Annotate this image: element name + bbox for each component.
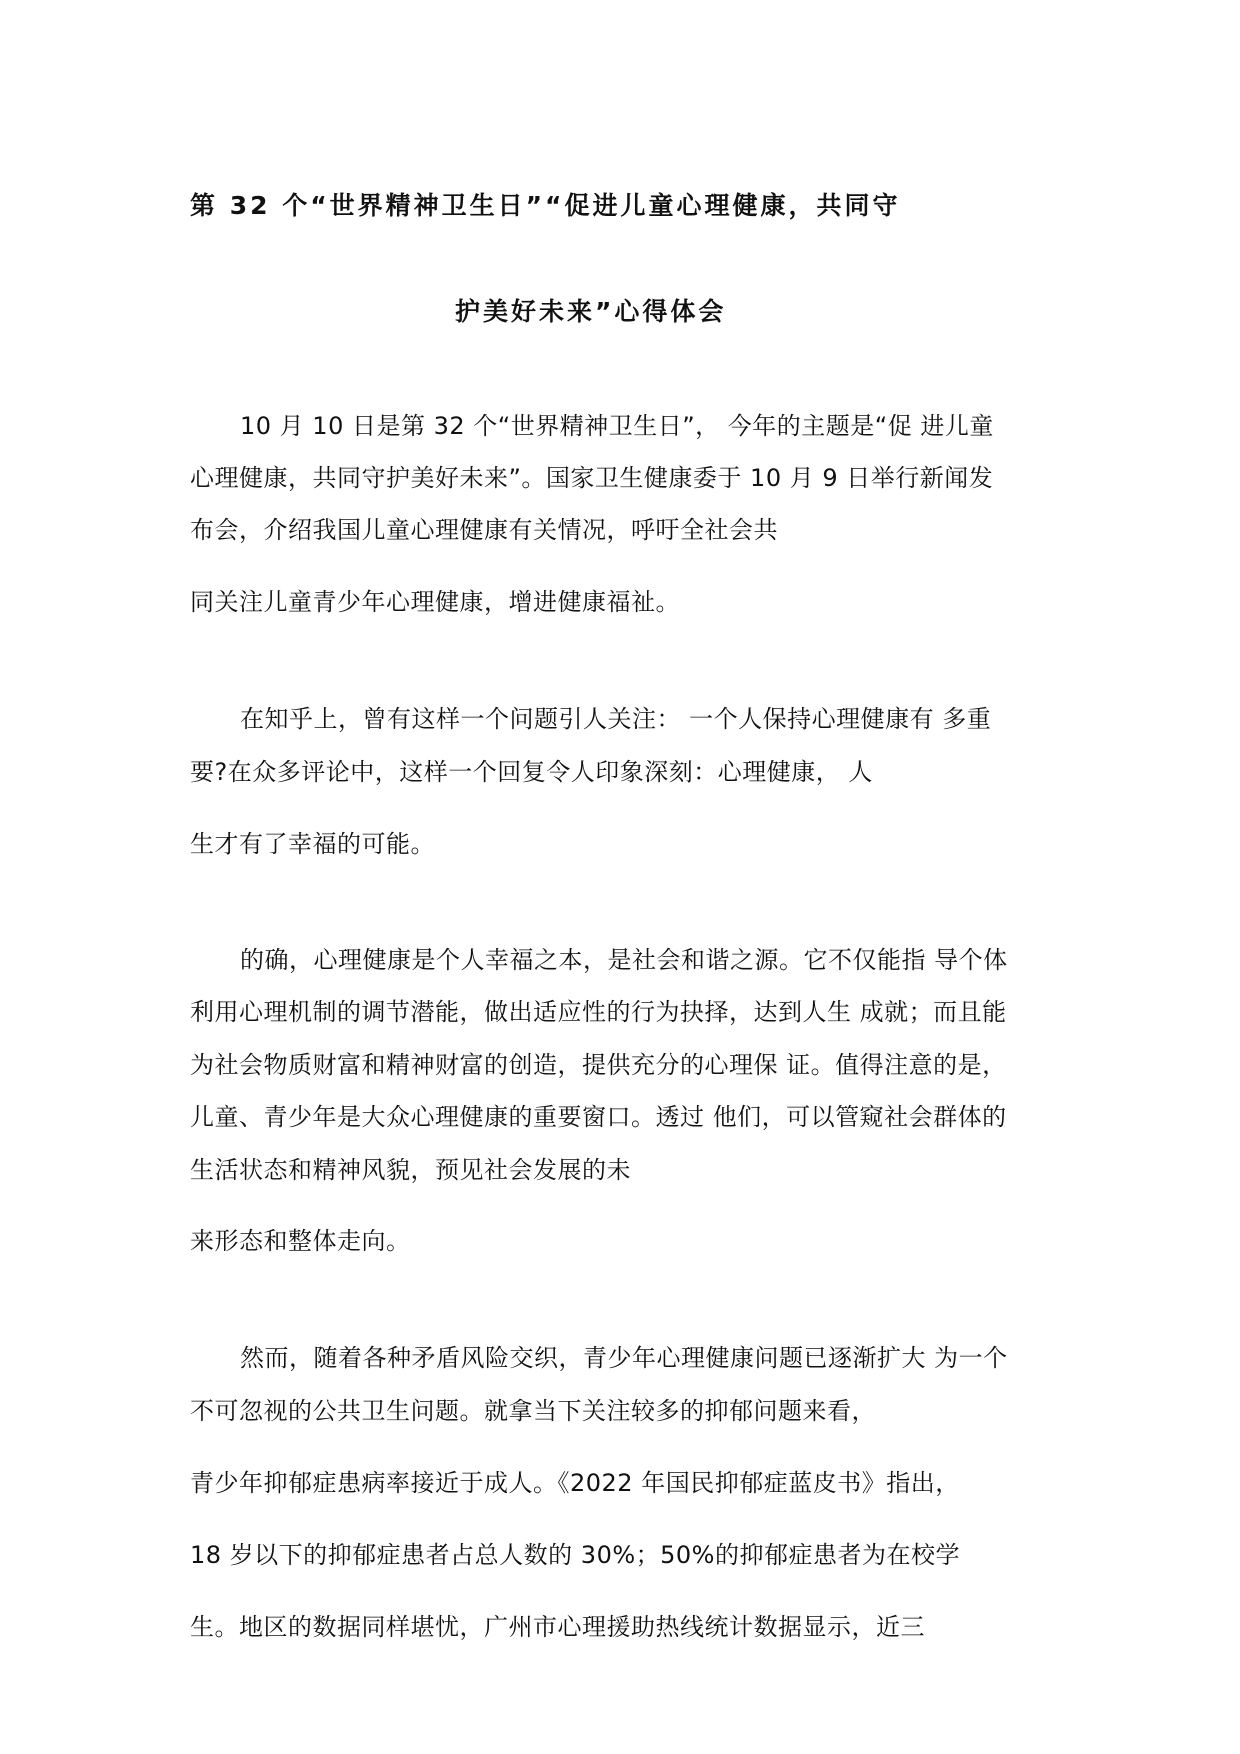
paragraph-3-line-6: 来形态和整体走向。 [190, 1227, 411, 1255]
paragraph-1-line-4: 同关注儿童青少年心理健康，增进健康福祉。 [190, 588, 680, 616]
document-title-line-1: 第 32 个“世界精神卫生日”“促进儿童心理健康，共同守 [190, 191, 901, 220]
paragraph-4-line-2: 不可忽视的公共卫生问题。就拿当下关注较多的抑郁问题来看， [190, 1397, 876, 1425]
paragraph-3-line-1: 的确，心理健康是个人幸福之本，是社会和谐之源。它不仅能指 导个体 [240, 946, 1008, 974]
paragraph-3-line-3: 为社会物质财富和精神财富的创造，提供充分的心理保 证。值得注意的是， [190, 1051, 1007, 1079]
paragraph-4-line-3: 青少年抑郁症患病率接近于成人。《2022 年国民抑郁症蓝皮书》指出， [190, 1469, 960, 1497]
paragraph-3-line-4: 儿童、青少年是大众心理健康的重要窗口。透过 他们，可以管窥社会群体的 [190, 1103, 1007, 1131]
paragraph-1-line-2: 心理健康，共同守护美好未来”。国家卫生健康委于 10 月 9 日举行新闻发 [190, 464, 994, 492]
paragraph-4-line-4: 18 岁以下的抑郁症患者占总人数的 30%；50%的抑郁症患者为在校学 [190, 1541, 960, 1569]
document-title-line-2: 护美好未来”心得体会 [455, 297, 727, 326]
paragraph-4-line-1: 然而，随着各种矛盾风险交织，青少年心理健康问题已逐渐扩大 为一个 [240, 1344, 1008, 1372]
paragraph-4-line-5: 生。地区的数据同样堪忧，广州市心理援助热线统计数据显示，近三 [190, 1613, 925, 1641]
paragraph-2-line-1: 在知乎上，曾有这样一个问题引人关注： 一个人保持心理健康有 多重 [240, 705, 992, 733]
paragraph-3-line-2: 利用心理机制的调节潜能，做出适应性的行为抉择，达到人生 成就；而且能 [190, 998, 1007, 1026]
paragraph-3-line-5: 生活状态和精神风貌，预见社会发展的未 [190, 1156, 631, 1184]
paragraph-1-line-1: 10 月 10 日是第 32 个“世界精神卫生日”， 今年的主题是“促 进儿童 [240, 412, 994, 440]
paragraph-2-line-3: 生才有了幸福的可能。 [190, 830, 435, 858]
paragraph-1-line-3: 布会，介绍我国儿童心理健康有关情况，呼吁全社会共 [190, 516, 778, 544]
paragraph-2-line-2: 要?在众多评论中，这样一个回复令人印象深刻：心理健康， 人 [190, 758, 873, 786]
